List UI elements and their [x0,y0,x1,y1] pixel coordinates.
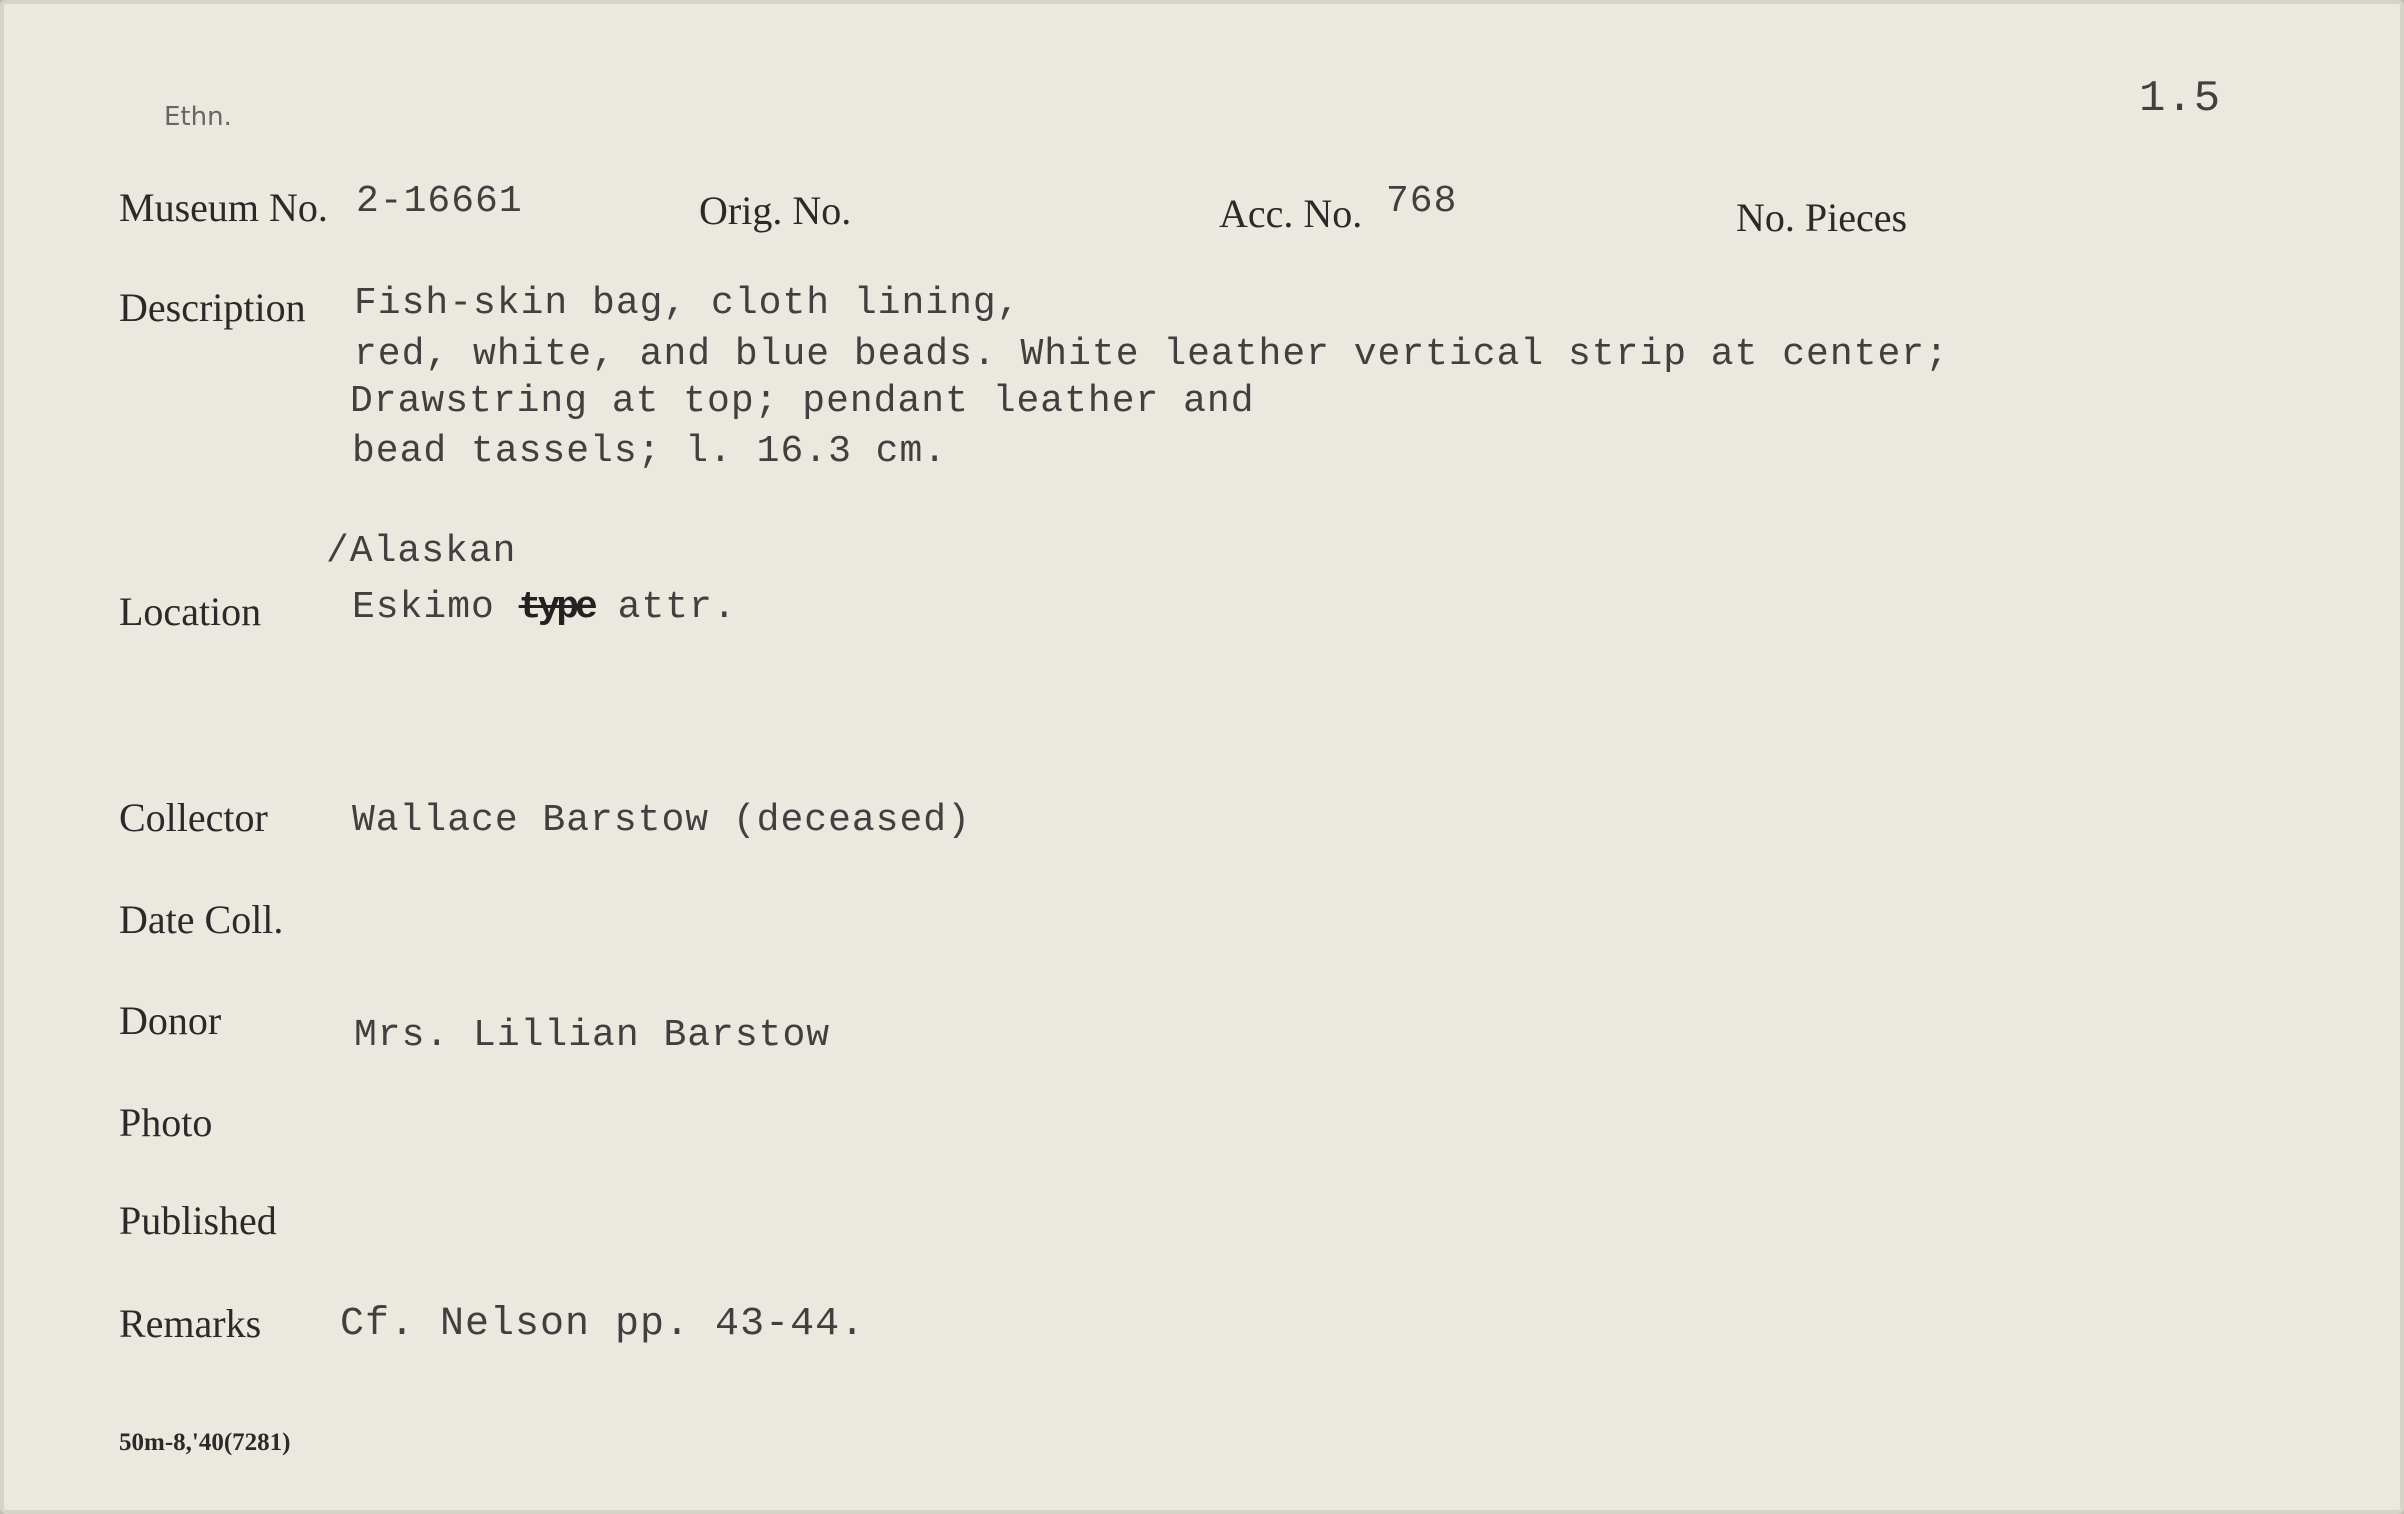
no-pieces-label: No. Pieces [1736,195,1908,240]
date-coll-label: Date Coll. [119,897,284,942]
location-value [352,586,737,629]
collector-label: Collector [119,795,268,840]
remarks-value: Cf. Nelson pp. 43-44. [340,1302,866,1347]
description-line-1: Fish-skin bag, cloth lining, [354,282,1021,325]
museum-no-label: Museum No. [119,185,328,230]
donor-value: Mrs. Lillian Barstow [354,1014,831,1057]
remarks-label: Remarks [119,1301,262,1346]
description-line-4: bead tassels; l. 16.3 cm. [352,430,948,473]
acc-no-value: 768 [1386,180,1458,223]
location-insert: /Alaskan [326,530,517,573]
location-label: Location [119,589,262,634]
card-number: 1.5 [2139,74,2222,124]
location-strikeout: type [518,586,594,629]
location-value-start: Eskimo [352,586,495,629]
donor-label: Donor [119,998,222,1043]
collector-value: Wallace Barstow (deceased) [352,799,971,842]
orig-no-label: Orig. No. [699,188,852,233]
department-label: Ethn. [164,102,232,132]
museum-no-value: 2-16661 [356,180,523,223]
description-line-3: Drawstring at top; pendant leather and [350,380,1255,423]
description-line-2: red, white, and blue beads. White leather vertical strip at center; [354,333,1949,376]
published-label: Published [119,1198,277,1243]
acc-no-label: Acc. No. [1219,191,1363,236]
print-code: 50m-8,'40(7281) [119,1429,291,1456]
description-label: Description [119,285,306,330]
location-value-end: attr. [617,586,737,629]
photo-label: Photo [119,1100,213,1145]
